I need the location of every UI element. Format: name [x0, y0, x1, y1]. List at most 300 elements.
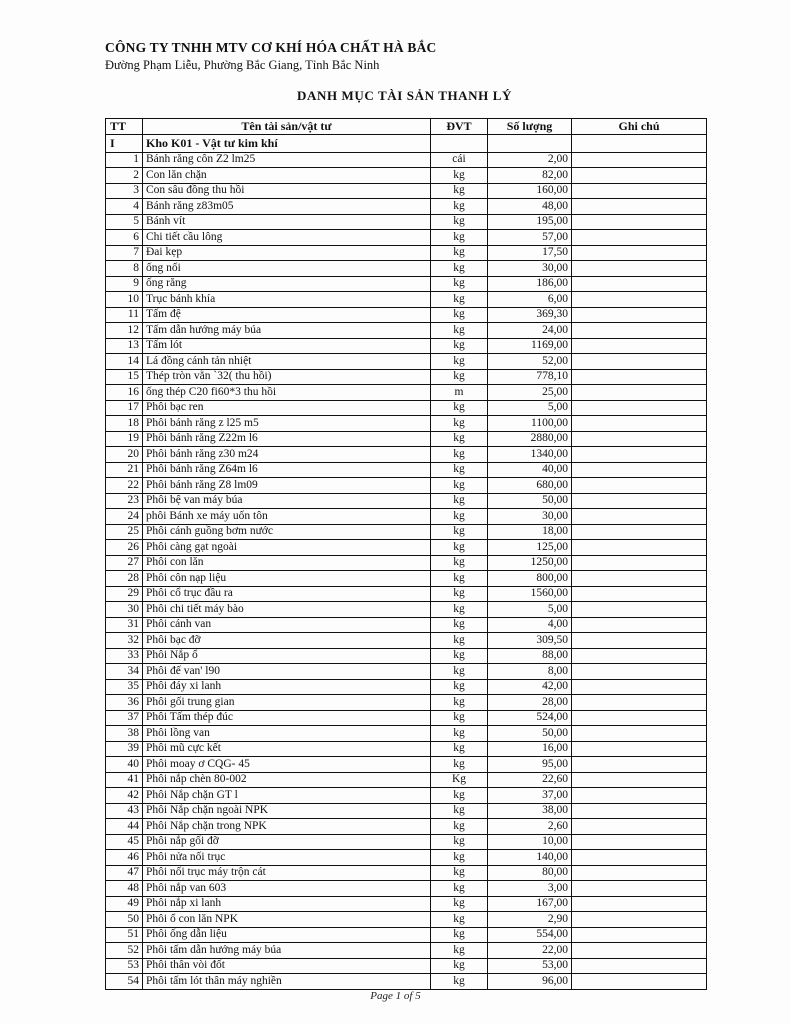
row-quantity: 17,50 — [488, 245, 572, 261]
table-row — [106, 168, 707, 184]
row-quantity: 140,00 — [488, 850, 572, 866]
row-unit: Kg — [431, 772, 488, 788]
row-quantity: 52,00 — [488, 354, 572, 370]
row-unit: kg — [431, 400, 488, 416]
table-row — [106, 881, 707, 897]
row-name: phôi Bánh xe máy uốn tôn — [143, 509, 431, 525]
row-note — [572, 602, 707, 618]
row-name: Phôi Nắp ổ — [143, 648, 431, 664]
row-index: 29 — [106, 586, 143, 602]
row-unit: kg — [431, 819, 488, 835]
row-name: Phôi lồng van — [143, 726, 431, 742]
row-quantity: 125,00 — [488, 540, 572, 556]
table-row — [106, 261, 707, 277]
row-quantity: 524,00 — [488, 710, 572, 726]
row-unit: kg — [431, 865, 488, 881]
row-unit: kg — [431, 710, 488, 726]
row-index: 1 — [106, 152, 143, 168]
row-index: 10 — [106, 292, 143, 308]
row-name: Phôi con lăn — [143, 555, 431, 571]
row-note — [572, 710, 707, 726]
table-row — [106, 741, 707, 757]
row-name: Phôi nối trục máy trộn cát — [143, 865, 431, 881]
row-note — [572, 648, 707, 664]
row-quantity: 1169,00 — [488, 338, 572, 354]
row-quantity: 57,00 — [488, 230, 572, 246]
row-name: Phôi nắp van 603 — [143, 881, 431, 897]
row-note — [572, 276, 707, 292]
row-unit: kg — [431, 679, 488, 695]
row-note — [572, 292, 707, 308]
row-unit: kg — [431, 493, 488, 509]
row-unit: kg — [431, 803, 488, 819]
table-row — [106, 338, 707, 354]
row-quantity: 80,00 — [488, 865, 572, 881]
row-quantity: 50,00 — [488, 726, 572, 742]
column-header-quantity: Số lượng — [488, 119, 572, 135]
row-note — [572, 881, 707, 897]
row-name: Phôi ổ con lăn NPK — [143, 912, 431, 928]
row-name: Tấm lót — [143, 338, 431, 354]
row-unit: kg — [431, 261, 488, 277]
row-note — [572, 974, 707, 990]
row-unit: kg — [431, 741, 488, 757]
row-quantity: 30,00 — [488, 509, 572, 525]
row-name: Phôi gối trung gian — [143, 695, 431, 711]
row-name: Đai kẹp — [143, 245, 431, 261]
table-row — [106, 586, 707, 602]
group-row-quantity — [488, 134, 572, 152]
row-note — [572, 261, 707, 277]
group-row-unit — [431, 134, 488, 152]
row-name: Phôi côn nạp liệu — [143, 571, 431, 587]
column-header-unit: ĐVT — [431, 119, 488, 135]
row-name: Phôi bạc đỡ — [143, 633, 431, 649]
table-row — [106, 524, 707, 540]
row-note — [572, 416, 707, 432]
row-quantity: 82,00 — [488, 168, 572, 184]
row-unit: kg — [431, 571, 488, 587]
row-unit: kg — [431, 757, 488, 773]
row-note — [572, 896, 707, 912]
row-index: 42 — [106, 788, 143, 804]
row-note — [572, 478, 707, 494]
row-name: Tấm đệ — [143, 307, 431, 323]
table-row — [106, 927, 707, 943]
row-index: 25 — [106, 524, 143, 540]
row-unit: kg — [431, 617, 488, 633]
row-unit: kg — [431, 555, 488, 571]
row-quantity: 369,30 — [488, 307, 572, 323]
row-note — [572, 354, 707, 370]
row-index: 26 — [106, 540, 143, 556]
table-row — [106, 710, 707, 726]
table-row — [106, 323, 707, 339]
row-note — [572, 943, 707, 959]
row-unit: kg — [431, 896, 488, 912]
row-quantity: 50,00 — [488, 493, 572, 509]
row-quantity: 3,00 — [488, 881, 572, 897]
row-index: 6 — [106, 230, 143, 246]
table-row — [106, 276, 707, 292]
table-row — [106, 912, 707, 928]
row-unit: kg — [431, 462, 488, 478]
group-row-label: Kho K01 - Vật tư kim khí — [143, 134, 431, 152]
row-note — [572, 912, 707, 928]
row-quantity: 18,00 — [488, 524, 572, 540]
row-index: 34 — [106, 664, 143, 680]
row-note — [572, 199, 707, 215]
row-name: Con sâu đồng thu hồi — [143, 183, 431, 199]
table-row — [106, 307, 707, 323]
row-quantity: 5,00 — [488, 602, 572, 618]
row-index: 22 — [106, 478, 143, 494]
row-note — [572, 462, 707, 478]
row-note — [572, 245, 707, 261]
row-note — [572, 865, 707, 881]
row-index: 12 — [106, 323, 143, 339]
row-note — [572, 230, 707, 246]
table-row — [106, 865, 707, 881]
row-name: Phôi bánh răng Z8 lm09 — [143, 478, 431, 494]
row-index: 24 — [106, 509, 143, 525]
table-row — [106, 400, 707, 416]
row-name: Phôi chi tiết máy bào — [143, 602, 431, 618]
table-row — [106, 214, 707, 230]
row-index: 14 — [106, 354, 143, 370]
row-unit: kg — [431, 416, 488, 432]
row-index: 28 — [106, 571, 143, 587]
table-row — [106, 617, 707, 633]
row-name: Phôi cánh guồng bơm nước — [143, 524, 431, 540]
row-index: 47 — [106, 865, 143, 881]
row-note — [572, 323, 707, 339]
row-note — [572, 447, 707, 463]
row-name: ống thép C20 fi60*3 thu hồi — [143, 385, 431, 401]
row-index: 23 — [106, 493, 143, 509]
row-quantity: 1250,00 — [488, 555, 572, 571]
row-quantity: 167,00 — [488, 896, 572, 912]
row-name: Phôi ống dẫn liệu — [143, 927, 431, 943]
row-index: 3 — [106, 183, 143, 199]
page-title: DANH MỤC TÀI SẢN THANH LÝ — [297, 88, 512, 103]
row-note — [572, 757, 707, 773]
asset-listing-table — [105, 118, 707, 990]
row-quantity: 22,00 — [488, 943, 572, 959]
table-row — [106, 958, 707, 974]
row-index: 45 — [106, 834, 143, 850]
row-unit: kg — [431, 726, 488, 742]
table-row — [106, 896, 707, 912]
table-row — [106, 292, 707, 308]
table-row — [106, 540, 707, 556]
row-note — [572, 168, 707, 184]
row-unit: kg — [431, 834, 488, 850]
row-note — [572, 400, 707, 416]
row-name: Phôi Nắp chặn GT l — [143, 788, 431, 804]
row-index: 52 — [106, 943, 143, 959]
row-note — [572, 369, 707, 385]
row-note — [572, 571, 707, 587]
table-header-row — [106, 119, 707, 135]
row-index: 30 — [106, 602, 143, 618]
row-name: Phôi bánh răng Z64m l6 — [143, 462, 431, 478]
row-note — [572, 214, 707, 230]
row-name: Phôi bạc ren — [143, 400, 431, 416]
row-name: Phôi tấm lót thân máy nghiền — [143, 974, 431, 990]
table-row — [106, 772, 707, 788]
row-name: Phôi đáy xi lanh — [143, 679, 431, 695]
row-quantity: 2,00 — [488, 152, 572, 168]
table-row — [106, 354, 707, 370]
row-name: Tấm dẫn hướng máy búa — [143, 323, 431, 339]
row-index: 31 — [106, 617, 143, 633]
table-group-row — [106, 134, 707, 152]
row-name: Chi tiết cầu lông — [143, 230, 431, 246]
row-quantity: 800,00 — [488, 571, 572, 587]
row-index: 21 — [106, 462, 143, 478]
row-note — [572, 695, 707, 711]
row-index: 35 — [106, 679, 143, 695]
row-name: Phôi đế van' l90 — [143, 664, 431, 680]
row-quantity: 4,00 — [488, 617, 572, 633]
row-quantity: 42,00 — [488, 679, 572, 695]
row-name: Phôi bệ van máy búa — [143, 493, 431, 509]
row-note — [572, 803, 707, 819]
row-note — [572, 524, 707, 540]
row-index: 51 — [106, 927, 143, 943]
row-quantity: 37,00 — [488, 788, 572, 804]
row-quantity: 5,00 — [488, 400, 572, 416]
row-quantity: 88,00 — [488, 648, 572, 664]
row-unit: kg — [431, 974, 488, 990]
row-unit: kg — [431, 664, 488, 680]
row-quantity: 30,00 — [488, 261, 572, 277]
row-name: Bánh vít — [143, 214, 431, 230]
row-unit: kg — [431, 912, 488, 928]
row-note — [572, 385, 707, 401]
row-unit: kg — [431, 540, 488, 556]
row-index: 50 — [106, 912, 143, 928]
row-index: 18 — [106, 416, 143, 432]
row-note — [572, 850, 707, 866]
table-row — [106, 974, 707, 990]
row-unit: m — [431, 385, 488, 401]
row-index: 32 — [106, 633, 143, 649]
row-name: Phôi nắp xi lanh — [143, 896, 431, 912]
row-index: 48 — [106, 881, 143, 897]
table-row — [106, 571, 707, 587]
row-index: 15 — [106, 369, 143, 385]
row-index: 38 — [106, 726, 143, 742]
table-row — [106, 416, 707, 432]
table-row — [106, 943, 707, 959]
row-unit: kg — [431, 695, 488, 711]
row-note — [572, 788, 707, 804]
asset-listing-table-container — [105, 118, 706, 990]
row-name: Phôi nửa nối trục — [143, 850, 431, 866]
row-quantity: 28,00 — [488, 695, 572, 711]
row-note — [572, 307, 707, 323]
row-quantity: 22,60 — [488, 772, 572, 788]
table-row — [106, 369, 707, 385]
row-note — [572, 183, 707, 199]
row-note — [572, 586, 707, 602]
row-note — [572, 555, 707, 571]
row-name: Phôi cánh van — [143, 617, 431, 633]
row-name: Phôi thân vòi đốt — [143, 958, 431, 974]
table-row — [106, 679, 707, 695]
page-footer: Page 1 of 5 — [370, 990, 421, 1002]
row-note — [572, 493, 707, 509]
row-quantity: 38,00 — [488, 803, 572, 819]
row-index: 20 — [106, 447, 143, 463]
row-unit: kg — [431, 509, 488, 525]
row-unit: kg — [431, 245, 488, 261]
row-unit: kg — [431, 183, 488, 199]
row-unit: kg — [431, 369, 488, 385]
row-unit: kg — [431, 323, 488, 339]
row-unit: kg — [431, 292, 488, 308]
row-name: Phôi nắp chèn 80-002 — [143, 772, 431, 788]
row-index: 41 — [106, 772, 143, 788]
table-row — [106, 664, 707, 680]
table-row — [106, 648, 707, 664]
row-index: 53 — [106, 958, 143, 974]
row-index: 37 — [106, 710, 143, 726]
row-note — [572, 509, 707, 525]
row-index: 19 — [106, 431, 143, 447]
row-index: 54 — [106, 974, 143, 990]
row-note — [572, 772, 707, 788]
column-header-name: Tên tài sản/vật tư — [143, 119, 431, 135]
row-index: 27 — [106, 555, 143, 571]
row-unit: kg — [431, 478, 488, 494]
row-index: 13 — [106, 338, 143, 354]
letterhead — [105, 40, 705, 73]
row-note — [572, 679, 707, 695]
group-row-index: I — [106, 134, 143, 152]
table-row — [106, 695, 707, 711]
row-index: 49 — [106, 896, 143, 912]
row-name: Con lăn chặn — [143, 168, 431, 184]
row-unit: kg — [431, 881, 488, 897]
table-row — [106, 509, 707, 525]
row-unit: kg — [431, 447, 488, 463]
row-index: 40 — [106, 757, 143, 773]
row-note — [572, 431, 707, 447]
table-row — [106, 834, 707, 850]
row-quantity: 2,90 — [488, 912, 572, 928]
row-unit: kg — [431, 648, 488, 664]
row-unit: kg — [431, 307, 488, 323]
row-name: Bánh răng côn Z2 lm25 — [143, 152, 431, 168]
column-header-note: Ghi chú — [572, 119, 707, 135]
row-name: Thép tròn vằn `32( thu hồi) — [143, 369, 431, 385]
row-unit: kg — [431, 524, 488, 540]
row-quantity: 96,00 — [488, 974, 572, 990]
table-row — [106, 850, 707, 866]
table-body — [106, 134, 707, 989]
row-quantity: 8,00 — [488, 664, 572, 680]
table-row — [106, 555, 707, 571]
row-quantity: 6,00 — [488, 292, 572, 308]
row-unit: kg — [431, 850, 488, 866]
table-row — [106, 478, 707, 494]
table-row — [106, 230, 707, 246]
row-unit: kg — [431, 927, 488, 943]
table-row — [106, 726, 707, 742]
row-quantity: 53,00 — [488, 958, 572, 974]
row-index: 7 — [106, 245, 143, 261]
table-row — [106, 431, 707, 447]
table-row — [106, 633, 707, 649]
row-note — [572, 664, 707, 680]
row-index: 5 — [106, 214, 143, 230]
row-index: 4 — [106, 199, 143, 215]
table-row — [106, 602, 707, 618]
row-name: Phôi Nắp chặn ngoài NPK — [143, 803, 431, 819]
table-row — [106, 385, 707, 401]
row-quantity: 95,00 — [488, 757, 572, 773]
row-quantity: 16,00 — [488, 741, 572, 757]
row-name: ống nối — [143, 261, 431, 277]
table-row — [106, 462, 707, 478]
row-note — [572, 338, 707, 354]
group-row-note — [572, 134, 707, 152]
row-name: Phôi tấm dẫn hướng máy búa — [143, 943, 431, 959]
row-note — [572, 927, 707, 943]
row-name: Phôi càng gạt ngoài — [143, 540, 431, 556]
row-name: ống răng — [143, 276, 431, 292]
table-header — [106, 119, 707, 135]
row-note — [572, 834, 707, 850]
row-name: Phôi moay ơ CQG- 45 — [143, 757, 431, 773]
row-quantity: 195,00 — [488, 214, 572, 230]
row-unit: kg — [431, 958, 488, 974]
row-note — [572, 958, 707, 974]
row-note — [572, 540, 707, 556]
row-unit: kg — [431, 586, 488, 602]
row-unit: kg — [431, 199, 488, 215]
row-index: 8 — [106, 261, 143, 277]
row-unit: kg — [431, 338, 488, 354]
row-quantity: 309,50 — [488, 633, 572, 649]
row-unit: kg — [431, 633, 488, 649]
row-index: 11 — [106, 307, 143, 323]
row-index: 39 — [106, 741, 143, 757]
row-quantity: 680,00 — [488, 478, 572, 494]
row-index: 46 — [106, 850, 143, 866]
row-note — [572, 741, 707, 757]
row-quantity: 554,00 — [488, 927, 572, 943]
row-quantity: 48,00 — [488, 199, 572, 215]
row-name: Lá đồng cánh tản nhiệt — [143, 354, 431, 370]
row-name: Phôi bánh răng Z22m l6 — [143, 431, 431, 447]
row-index: 44 — [106, 819, 143, 835]
row-note — [572, 152, 707, 168]
row-note — [572, 633, 707, 649]
row-unit: kg — [431, 431, 488, 447]
table-row — [106, 199, 707, 215]
column-header-tt: TT — [106, 119, 143, 135]
table-row — [106, 819, 707, 835]
company-name: CÔNG TY TNHH MTV CƠ KHÍ HÓA CHẤT HÀ BẮC — [105, 40, 437, 55]
row-quantity: 2880,00 — [488, 431, 572, 447]
row-note — [572, 726, 707, 742]
row-unit: cái — [431, 152, 488, 168]
row-name: Phôi bánh răng z30 m24 — [143, 447, 431, 463]
